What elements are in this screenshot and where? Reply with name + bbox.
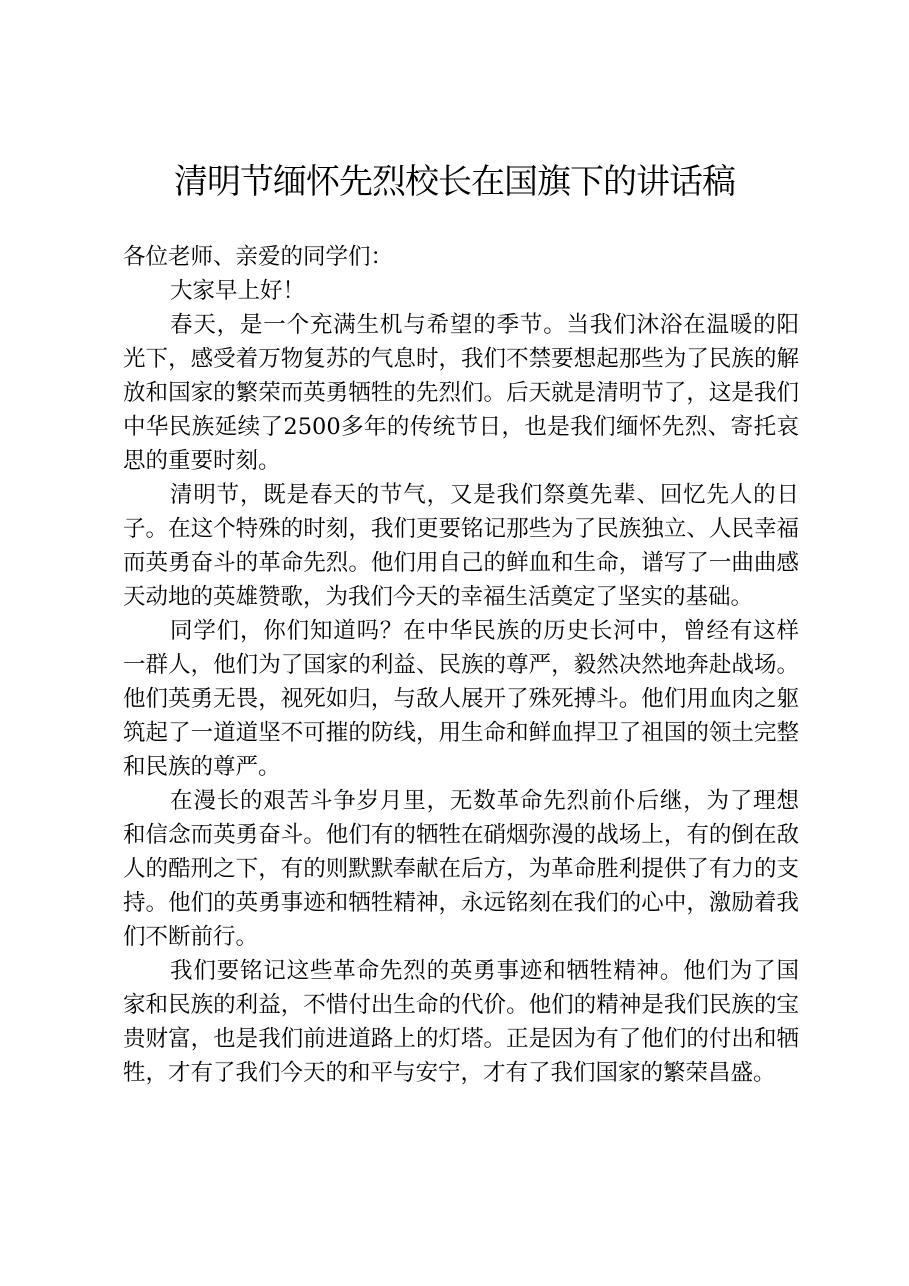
document-body xyxy=(123,240,799,1090)
paragraph-greeting: 大家早上好！ xyxy=(170,278,306,304)
paragraph-spring: 春天，是一个充满生机与希望的季节。当我们沐浴在温暖的阳光下，感受着万物复苏的气息时，我们不禁要想起那些为了民族的解放和国家的繁荣而英勇牺牲的先烈们。后天就是清明节了，这是我们中华民族延续了2500多年的传统节日，也是我们缅怀先烈、寄托哀思的重要时刻。 xyxy=(123,312,799,474)
document-title: 清明节缅怀先烈校长在国旗下的讲话稿 xyxy=(174,162,735,202)
paragraph-qingming: 清明节，既是春天的节气，又是我们祭奠先辈、回忆先人的日子。在这个特殊的时刻，我们更要铭记那些为了民族独立、人民幸福而英勇奋斗的革命先烈。他们用自己的鲜血和生命，谱写了一曲曲感天动地的英雄赞歌，为我们今天的幸福生活奠定了坚实的基础。 xyxy=(123,482,799,610)
paragraph-remember: 我们要铭记这些革命先烈的英勇事迹和牺牲精神。他们为了国家和民族的利益，不惜付出生命的代价。他们的精神是我们民族的宝贵财富，也是我们前进道路上的灯塔。正是因为有了他们的付出和牺牲，才有了我们今天的和平与安宁，才有了我们国家的繁荣昌盛。 xyxy=(123,958,799,1086)
salutation: 各位老师、亲爱的同学们： xyxy=(123,244,394,270)
paragraph-history: 同学们，你们知道吗？在中华民族的历史长河中，曾经有这样一群人，他们为了国家的利益、民族的尊严，毅然决然地奔赴战场。他们英勇无畏，视死如归，与敌人展开了殊死搏斗。他们用血肉之躯筑起了一道道坚不可摧的防线，用生命和鲜血捍卫了祖国的领土完整和民族的尊严。 xyxy=(123,618,799,780)
paragraph-struggle: 在漫长的艰苦斗争岁月里，无数革命先烈前仆后继，为了理想和信念而英勇奋斗。他们有的牺牲在硝烟弥漫的战场上，有的倒在敌人的酷刑之下，有的则默默奉献在后方，为革命胜利提供了有力的支持。他们的英勇事迹和牺牲精神，永远铭刻在我们的心中，激励着我们不断前行。 xyxy=(123,788,799,950)
